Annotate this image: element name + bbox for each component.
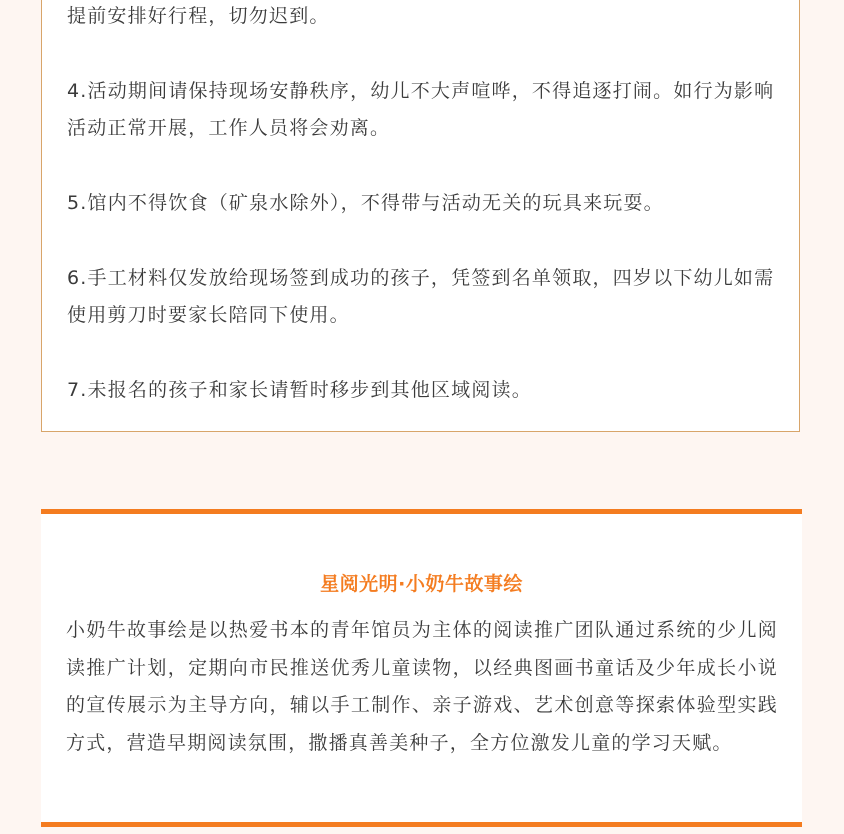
story-intro-card (41, 509, 802, 825)
rules-text (67, 0, 779, 409)
story-body: 小奶牛故事绘是以热爱书本的青年馆员为主体的阅读推广团队通过系统的少儿阅读推广计划，定期向市民推送优秀儿童读物，以经典图画书童话及少年成长小说的宣传展示为主导方向，辅以手工制作、亲子游戏、艺术创意等探索体验型实践方式，营造早期阅读氛围，撒播真善美种子，全方位激发儿童的学习天赋。 (66, 619, 778, 754)
story-title: 星阅光明·小奶牛故事绘 (320, 573, 523, 595)
rule-item-7: 7.未报名的孩子和家长请暂时移步到其他区域阅读。 (67, 379, 532, 401)
rule-item-4: 4.活动期间请保持现场安静秩序，幼儿不大声喧哗，不得追逐打闹。如行为影响活动正常开展，工作人员将会劝离。 (67, 80, 775, 139)
activity-rules-box (41, 0, 800, 432)
rule-line-schedule: 提前安排好行程，切勿迟到。 (67, 5, 330, 27)
story-card-bottom-divider (41, 822, 802, 827)
rule-item-5: 5.馆内不得饮食（矿泉水除外），不得带与活动无关的玩具来玩耍。 (67, 192, 664, 214)
rule-item-6: 6.手工材料仅发放给现场签到成功的孩子，凭签到名单领取，四岁以下幼儿如需使用剪刀时要家长陪同下使用。 (67, 267, 775, 326)
